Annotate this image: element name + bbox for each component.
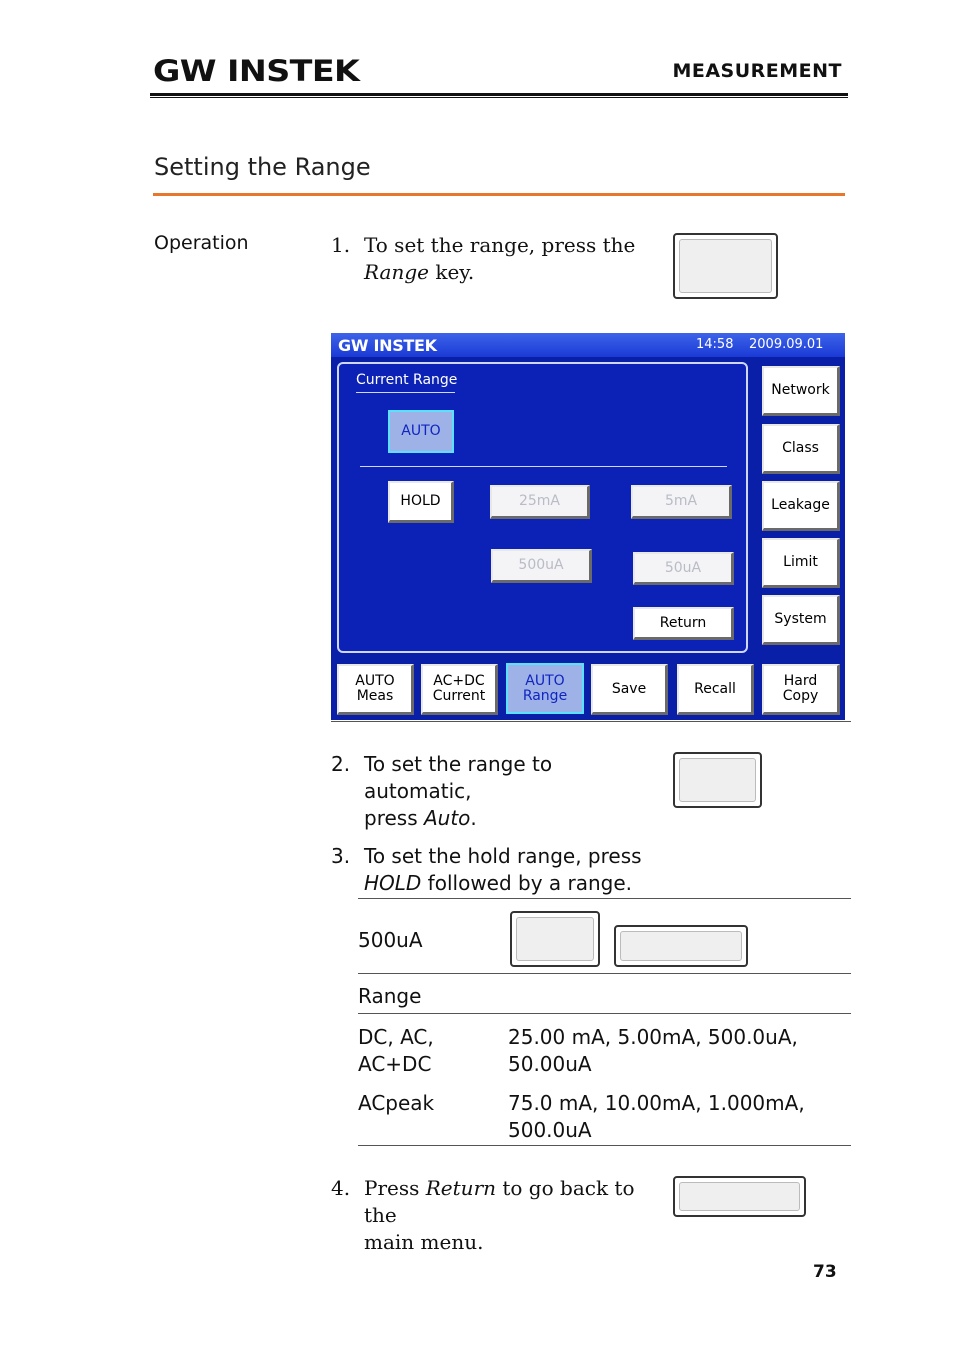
- auto-button[interactable]: AUTO: [388, 410, 454, 453]
- section-heading: MEASUREMENT: [672, 60, 842, 82]
- step-key: HOLD: [364, 871, 422, 895]
- range-values: 75.0 mA, 10.00mA, 1.000mA,: [508, 1091, 805, 1115]
- range-mode: DC, AC,: [358, 1025, 434, 1049]
- screenshot-underline: [331, 721, 851, 722]
- page-number: 73: [813, 1262, 837, 1282]
- table-row: [358, 1024, 434, 1078]
- table-rule: [358, 973, 851, 974]
- bottom-acdc-current-button[interactable]: [421, 664, 498, 715]
- step-number: 1.: [331, 233, 351, 257]
- range-500ua-key-button[interactable]: [614, 925, 748, 967]
- table-row: [508, 1024, 798, 1078]
- range-5ma-button[interactable]: 5mA: [631, 485, 732, 519]
- table-row: [358, 1090, 434, 1117]
- screen-brand-logo: GW INSTEK: [338, 336, 437, 355]
- operation-label: Operation: [154, 232, 249, 254]
- btn-line: Hard: [783, 673, 818, 689]
- step-text: key.: [428, 260, 475, 284]
- btn-line: Range: [522, 687, 568, 704]
- device-screenshot: [331, 333, 845, 720]
- panel-title: Current Range: [356, 372, 458, 388]
- return-button[interactable]: Return: [633, 607, 734, 640]
- page-title: Setting the Range: [154, 153, 371, 181]
- range-key-button[interactable]: [673, 233, 778, 299]
- step-text: main menu.: [364, 1230, 484, 1254]
- panel-divider: [360, 466, 727, 467]
- step-text: To set the range, press the: [364, 233, 636, 257]
- screen-date: 2009.09.01: [749, 337, 824, 352]
- hold-example-label: 500uA: [358, 928, 423, 952]
- step-text: press: [364, 806, 424, 830]
- step-text: to go back to the: [364, 1176, 635, 1227]
- btn-line: Current: [432, 688, 486, 704]
- step-number: 4.: [331, 1176, 351, 1200]
- range-values: 25.00 mA, 5.00mA, 500.0uA,: [508, 1025, 798, 1049]
- brand-logo: GW INSTEK: [153, 54, 360, 88]
- range-values: 50.00uA: [508, 1052, 592, 1076]
- range-50ua-button[interactable]: 50uA: [633, 552, 734, 585]
- btn-line: Meas: [356, 688, 394, 704]
- step-text: .: [470, 806, 477, 830]
- range-mode: ACpeak: [358, 1091, 435, 1115]
- menu-limit-button[interactable]: Limit: [762, 538, 840, 588]
- header-rule-thin: [150, 97, 848, 98]
- range-500ua-button[interactable]: 500uA: [491, 549, 592, 583]
- current-range-panel: [337, 362, 748, 653]
- step-4: [331, 1175, 671, 1254]
- range-mode: AC+DC: [358, 1052, 432, 1076]
- table-rule: [358, 1013, 851, 1014]
- btn-line: AC+DC: [433, 673, 485, 689]
- step-key: Range: [364, 260, 429, 284]
- bottom-save-button[interactable]: Save: [591, 664, 668, 715]
- step-text: To set the hold range, press: [364, 844, 642, 868]
- step-key: Return: [425, 1176, 497, 1200]
- step-number: 3.: [331, 844, 351, 868]
- screen-time: 14:58: [696, 337, 734, 352]
- step-number: 2.: [331, 752, 351, 776]
- step-3: [331, 843, 661, 903]
- btn-line: Copy: [782, 688, 819, 704]
- range-values: 500.0uA: [508, 1118, 592, 1142]
- table-rule: [358, 1145, 851, 1146]
- title-rule: [153, 193, 845, 196]
- step-text: followed by a range.: [421, 871, 633, 895]
- step-1: [331, 232, 661, 292]
- header-rule: [150, 93, 848, 96]
- auto-key-button[interactable]: [673, 752, 762, 808]
- range-25ma-button[interactable]: 25mA: [490, 485, 590, 519]
- range-table-header: Range: [358, 984, 422, 1008]
- menu-system-button[interactable]: System: [762, 595, 840, 645]
- bottom-recall-button[interactable]: Recall: [677, 664, 754, 715]
- return-key-button[interactable]: [673, 1176, 806, 1217]
- step-2: [331, 751, 661, 830]
- hold-key-button[interactable]: [510, 911, 600, 967]
- table-row: [508, 1090, 805, 1144]
- btn-line: AUTO: [525, 672, 565, 689]
- bottom-hard-copy-button[interactable]: [762, 664, 840, 715]
- menu-leakage-button[interactable]: Leakage: [762, 481, 840, 531]
- step-key: Auto: [423, 806, 471, 830]
- side-divider: [755, 357, 757, 654]
- step-text: To set the range to automatic,: [364, 752, 553, 803]
- bottom-auto-range-button[interactable]: [506, 663, 584, 714]
- menu-network-button[interactable]: Network: [762, 366, 840, 416]
- panel-title-underline: [356, 392, 455, 393]
- hold-button[interactable]: HOLD: [388, 481, 454, 523]
- step-text: Press: [364, 1176, 426, 1200]
- bottom-auto-meas-button[interactable]: [337, 664, 414, 715]
- btn-line: AUTO: [355, 673, 395, 689]
- table-rule: [358, 898, 851, 899]
- menu-class-button[interactable]: Class: [762, 424, 840, 474]
